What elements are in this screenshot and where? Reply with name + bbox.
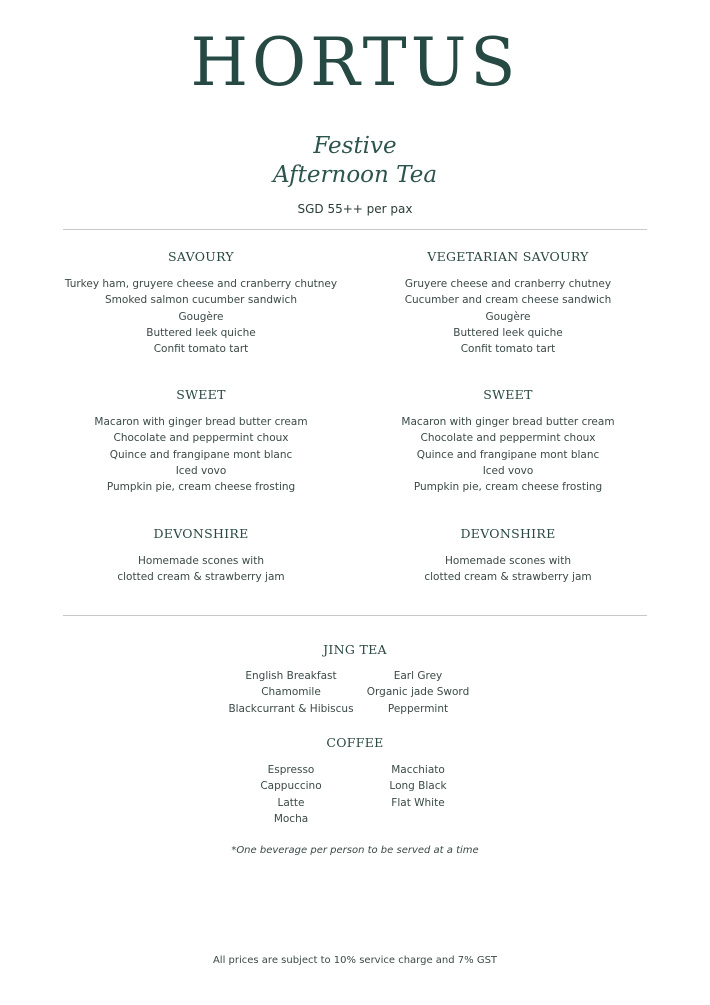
drink-item: Cappuccino [260,780,322,793]
drink-item: Chamomile [261,686,321,699]
menu-item: Turkey ham, gruyere cheese and cranberry chutney [64,278,338,290]
vegetarian-savoury-items [358,276,658,357]
menu-item: Homemade scones with [138,555,264,567]
drink-item: Organic jade Sword [366,686,470,699]
menu-item: Macaron with ginger bread butter cream [401,416,615,428]
drink-item: Blackcurrant & Hibiscus [228,702,354,715]
tea-list-right [338,668,498,717]
menu-item: Cucumber and cream cheese sandwich [404,294,612,307]
menu-item: Macaron with ginger bread butter cream [94,416,308,428]
beverage-note: *One beverage per person to be served at a time [231,845,479,856]
drink-item: Macchiato [391,764,445,776]
menu-item: Iced vovo [175,464,227,477]
menu-item: Chocolate and peppermint choux [420,432,596,445]
menu-item: Gruyere cheese and cranberry chutney [404,278,612,290]
drink-item: Mocha [273,812,309,825]
section-heading-sweet: SWEET [176,387,226,402]
section-heading-devonshire: DEVONSHIRE [153,526,249,541]
menu-item: Smoked salmon cucumber sandwich [105,294,297,307]
menu-item: Homemade scones with [445,555,571,567]
drink-item: Flat White [391,796,445,809]
price-line: SGD 55++ per pax [297,202,413,216]
drink-item: Peppermint [387,702,449,715]
savoury-items [51,276,351,357]
menu-item: Confit tomato tart [153,343,249,356]
menu-item: Quince and frangipane mont blanc [416,448,600,461]
menu-item: Pumpkin pie, cream cheese frosting [413,481,603,494]
menu-item: Quince and frangipane mont blanc [109,448,293,461]
menu-item: Gougère [178,310,224,323]
devonshire-items [358,553,658,586]
menu-item: Buttered leek quiche [453,326,563,339]
menu-title-line1: Festive [313,133,397,159]
section-heading-savoury: SAVOURY [168,249,234,264]
section-heading-tea: JING TEA [323,642,387,657]
drink-item: Earl Grey [393,670,443,682]
menu-item: clotted cream & strawberry jam [117,571,285,584]
drink-item: Espresso [267,764,315,776]
section-heading-sweet: SWEET [483,387,533,402]
menu-item: Chocolate and peppermint choux [113,432,289,445]
sweet-items [358,414,658,495]
divider-middle [63,615,647,616]
footer-disclaimer: All prices are subject to 10% service charge and 7% GST [212,955,498,966]
menu-item: Gougère [485,310,531,323]
sweet-items [51,414,351,495]
brand-logo: HORTUS [190,24,520,101]
drink-item: Latte [277,796,305,809]
section-heading-coffee: COFFEE [326,735,384,750]
menu-title-line2: Afternoon Tea [272,162,438,188]
section-heading-vegetarian-savoury: VEGETARIAN SAVOURY [427,249,589,264]
drink-item: English Breakfast [245,670,337,682]
menu-item: Pumpkin pie, cream cheese frosting [106,481,296,494]
drink-item: Long Black [389,780,447,793]
menu-item: Iced vovo [482,464,534,477]
section-heading-devonshire: DEVONSHIRE [460,526,556,541]
menu-item: Confit tomato tart [460,343,556,356]
divider-top [63,229,647,230]
coffee-list-right [338,762,498,811]
menu-item: Buttered leek quiche [146,326,256,339]
devonshire-items [51,553,351,586]
menu-item: clotted cream & strawberry jam [424,571,592,584]
